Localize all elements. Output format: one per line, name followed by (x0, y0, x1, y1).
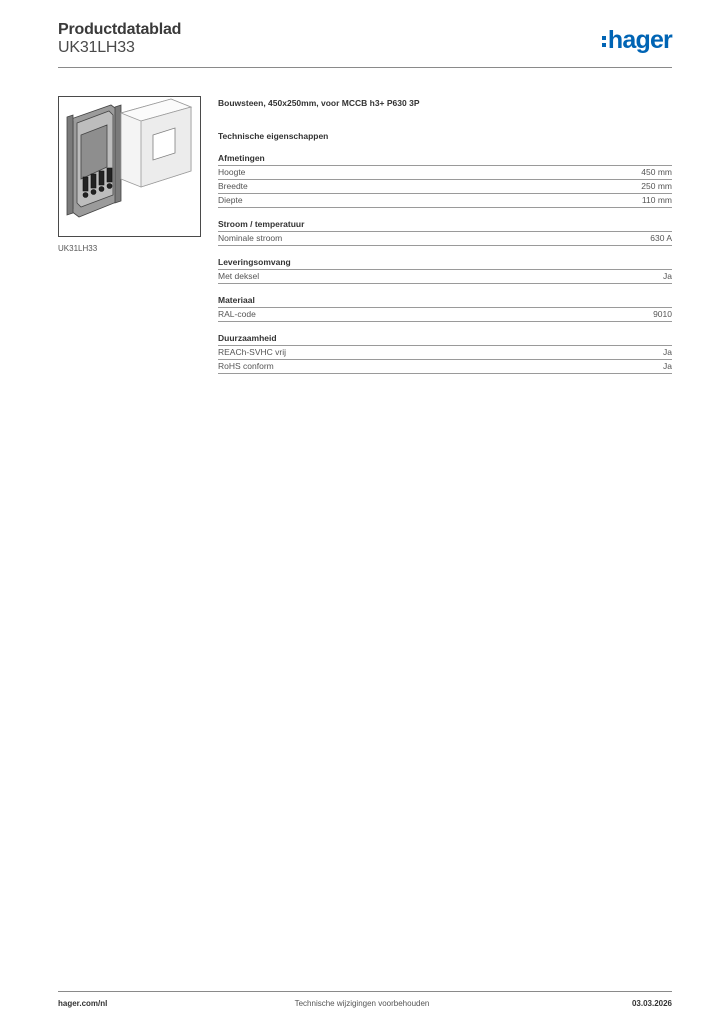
spec-group-materiaal (218, 295, 672, 322)
spec-row (218, 194, 672, 208)
spec-row (218, 308, 672, 322)
spec-value: Ja (663, 361, 672, 371)
spec-value: Ja (663, 271, 672, 281)
spec-group-title: Leveringsomvang (218, 257, 672, 270)
header-divider (58, 67, 672, 68)
spec-group-title: Afmetingen (218, 153, 672, 166)
spec-value: 250 mm (641, 181, 672, 191)
spec-row (218, 346, 672, 360)
product-illustration-icon (59, 97, 200, 236)
spec-row (218, 270, 672, 284)
product-image (58, 96, 201, 237)
footer-divider (58, 991, 672, 992)
spec-label: RAL-code (218, 309, 256, 319)
spec-label: Diepte (218, 195, 243, 205)
spec-value: Ja (663, 347, 672, 357)
spec-group-title: Duurzaamheid (218, 333, 672, 346)
footer-disclaimer: Technische wijzigingen voorbehouden (294, 999, 430, 1008)
page-header (58, 21, 672, 68)
footer-date: 03.03.2026 (631, 999, 672, 1008)
image-caption: UK31LH33 (58, 244, 98, 253)
product-code: UK31LH33 (58, 39, 135, 56)
product-content (218, 97, 672, 374)
spec-value: 630 A (650, 233, 672, 243)
spec-group-duurzaamheid (218, 333, 672, 374)
spec-group-afmetingen (218, 153, 672, 208)
document-title: Productdatablad (58, 21, 182, 38)
spec-heading: Technische eigenschappen (218, 131, 329, 141)
spec-row (218, 166, 672, 180)
spec-label: REACh-SVHC vrij (218, 347, 287, 357)
footer-website-link[interactable]: hager.com/nl (58, 999, 108, 1008)
spec-group-leveringsomvang (218, 257, 672, 284)
spec-row (218, 232, 672, 246)
spec-group-stroom (218, 219, 672, 246)
spec-label: Breedte (218, 181, 248, 191)
spec-group-title: Materiaal (218, 295, 672, 308)
spec-label: Hoogte (218, 167, 246, 177)
hager-logo (602, 25, 672, 55)
spec-label: RoHS conform (218, 361, 274, 371)
spec-value: 9010 (653, 309, 672, 319)
spec-label: Nominale stroom (218, 233, 283, 243)
spec-label: Met deksel (218, 271, 260, 281)
spec-group-title: Stroom / temperatuur (218, 219, 672, 232)
product-description: Bouwsteen, 450x250mm, voor MCCB h3+ P630 3P (218, 98, 420, 108)
spec-value: 450 mm (641, 167, 672, 177)
spec-row (218, 360, 672, 374)
spec-value: 110 mm (641, 195, 672, 205)
logo-dots-icon (602, 36, 606, 47)
spec-row (218, 180, 672, 194)
logo-text: hager (607, 25, 672, 54)
